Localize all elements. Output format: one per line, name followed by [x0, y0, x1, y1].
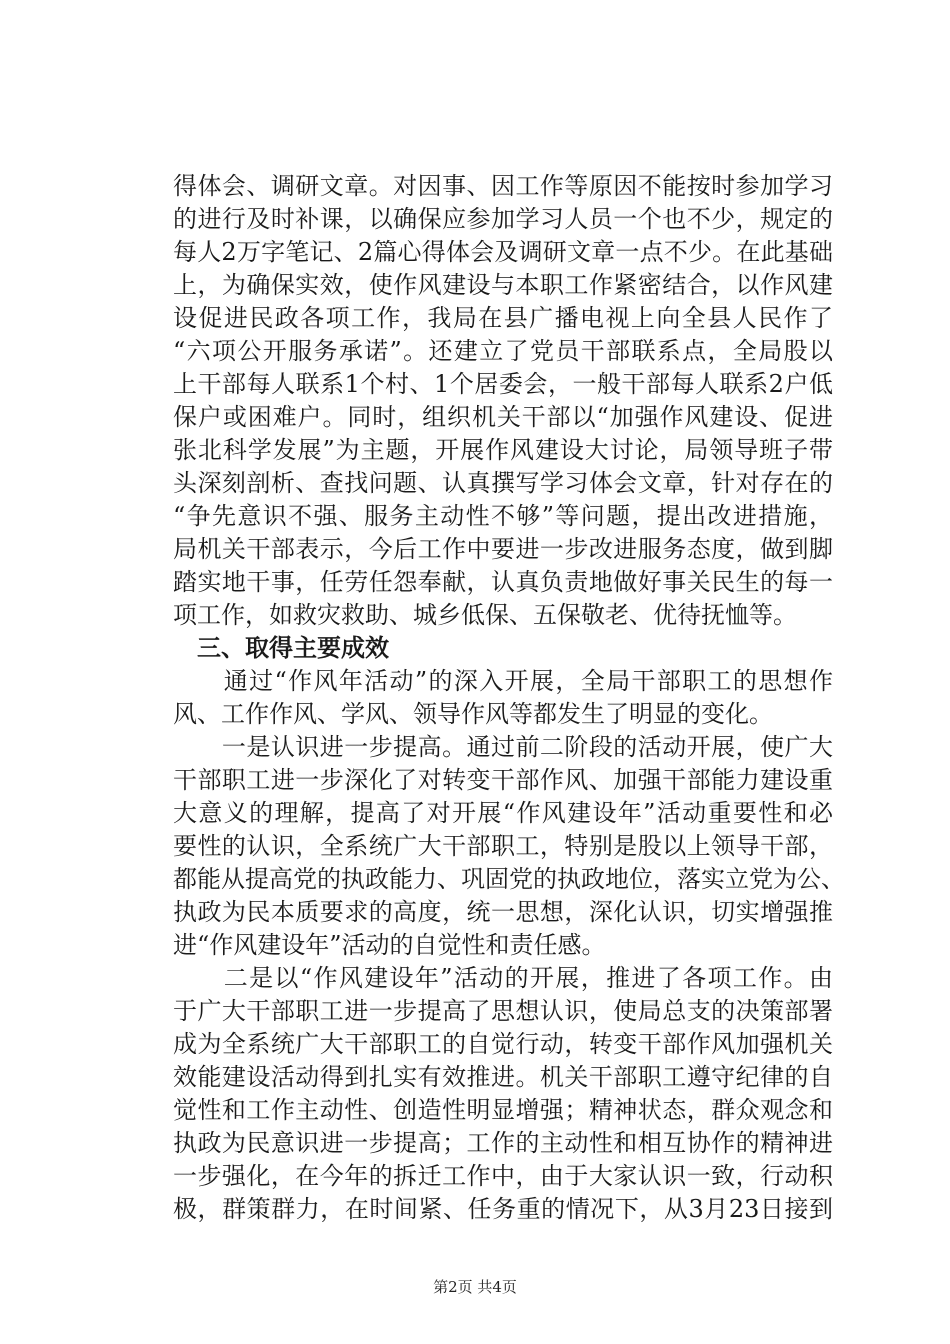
- text-line: 要性的认识，全系统广大干部职工，特别是股以上领导干部，: [173, 832, 833, 860]
- text-line: 大意义的理解，提高了对开展“作风建设年”活动重要性和必: [173, 799, 833, 827]
- page-footer: 第2页 共4页: [433, 1278, 517, 1296]
- text-line: 于广大干部职工进一步提高了思想认识，使局总支的决策部署: [173, 997, 833, 1025]
- section-heading: 三、取得主要成效: [197, 634, 389, 662]
- text-line: 每人2万字笔记、2篇心得体会及调研文章一点不少。在此基础: [173, 238, 833, 266]
- text-line: 执政为民意识进一步提高；工作的主动性和相互协作的精神进: [173, 1129, 833, 1157]
- paragraph-2: [173, 665, 833, 731]
- text-line: “争先意识不强、服务主动性不够”等问题，提出改进措施，: [173, 502, 833, 530]
- paragraph-1: [173, 170, 833, 632]
- text-line: 二是以“作风建设年”活动的开展，推进了各项工作。由: [173, 964, 833, 992]
- text-line: 上，为确保实效，使作风建设与本职工作紧密结合，以作风建: [173, 271, 833, 299]
- text-line: 一步强化，在今年的拆迁工作中，由于大家认识一致，行动积: [173, 1162, 833, 1190]
- text-line: 保户或困难户。同时，组织机关干部以“加强作风建设、促进: [173, 403, 833, 431]
- text-line: 风、工作作风、学风、领导作风等都发生了明显的变化。: [173, 700, 773, 728]
- text-line: 局机关干部表示，今后工作中要进一步改进服务态度，做到脚: [173, 535, 833, 563]
- text-line: 设促进民政各项工作，我局在县广播电视上向全县人民作了: [173, 304, 833, 332]
- paragraph-3: [173, 731, 845, 962]
- text-line: 头深刻剖析、查找问题、认真撰写学习体会文章，针对存在的: [173, 469, 833, 497]
- text-line: 成为全系统广大干部职工的自觉行动，转变干部作风加强机关: [173, 1030, 833, 1058]
- text-line: 干部职工进一步深化了对转变干部作风、加强干部能力建设重: [173, 766, 833, 794]
- text-line: 得体会、调研文章。对因事、因工作等原因不能按时参加学习: [173, 172, 833, 200]
- text-line: 执政为民本质要求的高度，统一思想，深化认识，切实增强推: [173, 898, 833, 926]
- text-line: 效能建设活动得到扎实有效推进。机关干部职工遵守纪律的自: [173, 1063, 833, 1091]
- document-body: [173, 170, 845, 1226]
- paragraph-4: [173, 962, 833, 1226]
- text-line: 踏实地干事，任劳任怨奉献，认真负责地做好事关民生的每一: [173, 568, 833, 596]
- text-line: 项工作，如救灾救助、城乡低保、五保敬老、优待抚恤等。: [173, 601, 797, 629]
- text-line: 张北科学发展”为主题，开展作风建设大讨论，局领导班子带: [173, 436, 833, 464]
- text-line: 极，群策群力，在时间紧、任务重的情况下，从3月23日接到: [173, 1195, 833, 1223]
- text-line: 上干部每人联系1个村、1个居委会，一般干部每人联系2户低: [173, 370, 833, 398]
- text-line: 一是认识进一步提高。通过前二阶段的活动开展，使广大: [173, 733, 833, 761]
- text-line: 的进行及时补课，以确保应参加学习人员一个也不少，规定的: [173, 205, 833, 233]
- text-line: 都能从提高党的执政能力、巩固党的执政地位，落实立党为公、: [173, 865, 845, 893]
- text-line: 觉性和工作主动性、创造性明显增强；精神状态，群众观念和: [173, 1096, 833, 1124]
- text-line: 进“作风建设年”活动的自觉性和责任感。: [173, 931, 606, 959]
- text-line: 通过“作风年活动”的深入开展，全局干部职工的思想作: [173, 667, 833, 695]
- text-line: “六项公开服务承诺”。还建立了党员干部联系点，全局股以: [173, 337, 833, 365]
